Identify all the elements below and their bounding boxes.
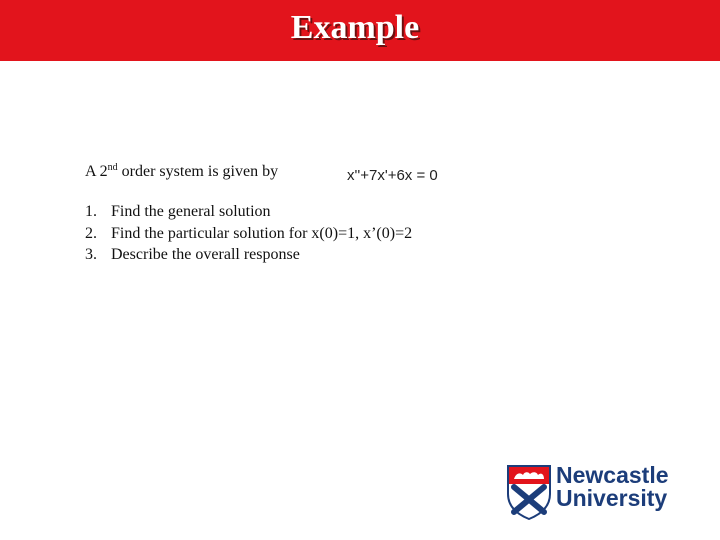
task-number: 3. <box>85 246 97 263</box>
university-shield-icon <box>506 464 552 520</box>
intro-suffix: order system is given by <box>117 163 279 180</box>
title-bar <box>0 0 720 61</box>
task-number: 1. <box>85 203 97 220</box>
intro-prefix: A 2 <box>85 163 108 180</box>
task-item <box>85 244 412 266</box>
logo-line-university: University <box>556 485 668 511</box>
slide-title: Example <box>290 9 420 46</box>
task-text: Find the general solution <box>111 203 271 220</box>
university-logo <box>506 464 671 520</box>
logo-line-newcastle: Newcastle <box>556 462 669 488</box>
differential-equation: x''+7x'+6x = 0 <box>347 167 438 184</box>
task-list <box>85 201 412 266</box>
task-item <box>85 223 412 245</box>
intro-superscript: nd <box>107 162 118 173</box>
task-text: Find the particular solution for x(0)=1, x’(0)=2 <box>111 224 413 242</box>
intro-text <box>85 162 278 184</box>
task-number: 2. <box>85 224 97 242</box>
task-text: Describe the overall response <box>111 246 300 263</box>
task-item <box>85 201 412 223</box>
